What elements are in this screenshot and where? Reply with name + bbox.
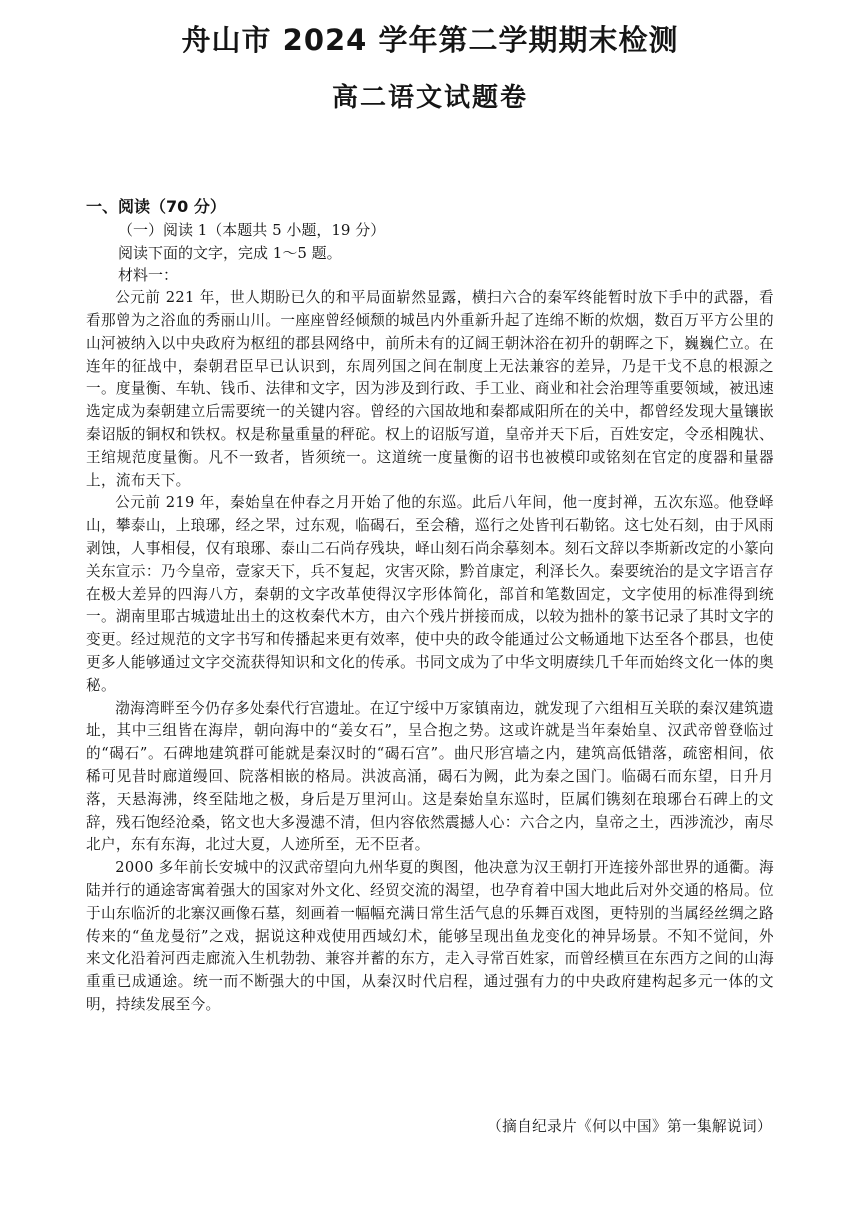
- paragraph-2: 公元前 219 年，秦始皇在仲春之月开始了他的东巡。此后八年间，他一度封禅，五次东巡。他登峄山，攀泰山，上琅琊，经之罘，过东观，临碣石，至会稽，巡行之处皆刊石勒铭。这七处石刻，由于风雨剥蚀，人事相侵，仅有琅琊、泰山二石尚存残块，峄山刻石尚余摹刻本。刻石文辞以李斯新改定的小篆向关东宣示：乃今皇帝，壹家天下，兵不复起，灾害灭除，黔首康定，利泽长久。秦要统治的是文字语言存在极大差异的四海八方，秦朝的文字改革使得汉字形体简化，部首和笔数固定，文字使用的标准得到统一。湖南里耶古城遗址出土的这枚秦代木方，由六个残片拼接而成，以较为拙朴的篆书记录了其时文字的变更。经过规范的文字书写和传播起来更有效率，使中央的政令能通过公文畅通地下达至各个郡县，也使更多人能够通过文字交流获得知识和文化的传承。书同文成为了中华文明赓续几千年而始终文化一体的奥秘。: [86, 494, 774, 694]
- exam-subtitle: 高二语文试题卷: [331, 83, 528, 113]
- reading-section: [86, 196, 774, 1017]
- source-note: （摘自纪录片《何以中国》第一集解说词）: [487, 1118, 772, 1135]
- section-subheading: （一）阅读 1（本题共 5 小题，19 分）: [118, 220, 386, 239]
- section-heading: 一、阅读（70 分）: [86, 197, 226, 216]
- material-label: 材料一：: [118, 266, 179, 285]
- paragraph-1: 公元前 221 年，世人期盼已久的和平局面崭然显露，横扫六合的秦军终能暂时放下手中的武器，看看那曾为之浴血的秀丽山川。一座座曾经倾颓的城邑内外重新升起了连绵不断的炊烟，数百万平方公里的山河被纳入以中央政府为枢纽的郡县网络中，前所未有的辽阔王朝沐浴在初升的朝晖之下，巍巍伫立。在连年的征战中，秦朝君臣早已认识到，东周列国之间在制度上无法兼容的差异，乃是干戈不息的根源之一。度量衡、车轨、钱币、法律和文字，因为涉及到行政、手工业、商业和社会治理等重要领域，被迅速选定成为秦朝建立后需要统一的关键内容。曾经的六国故地和秦都咸阳所在的关中，都曾经发现大量镶嵌秦诏版的铜权和铁权。权是称量重量的秤砣。权上的诏版写道，皇帝并天下后，百姓安定，令丞相隗状、王绾规范度量衡。凡不一致者，皆须统一。这道统一度量衡的诏书也被模印或铭刻在官定的度器和量器上，流布天下。: [86, 289, 774, 489]
- exam-title: 舟山市 2024 学年第二学期期末检测: [181, 23, 679, 57]
- reading-instruction: 阅读下面的文字，完成 1～5 题。: [118, 243, 342, 262]
- paragraph-4: 2000 多年前长安城中的汉武帝望向九州华夏的舆图，他决意为汉王朝打开连接外部世界的通衢。海陆并行的通途寄寓着强大的国家对外文化、经贸交流的渴望，也孕育着中国大地此后对外交通的格局。位于山东临沂的北寨汉画像石墓，刻画着一幅幅充满日常生活气息的乐舞百戏图，更特别的当属经丝绸之路传来的“鱼龙曼衍”之戏，据说这种戏使用西域幻术，能够呈现出鱼龙变化的神异场景。不知不觉间，外来文化沿着河西走廊流入生机勃勃、兼容并蓄的东方，走入寻常百姓家，而曾经横亘在东西方之间的山海重重已成通途。统一而不断强大的中国，从秦汉时代启程，通过强有力的中央政府建构起多元一体的文明，持续发展至今。: [86, 859, 774, 1013]
- paragraph-3: 渤海湾畔至今仍存多处秦代行宫遗址。在辽宁绥中万家镇南边，就发现了六组相互关联的秦汉建筑遗址，其中三组皆在海岸，朝向海中的“姜女石”，呈合抱之势。这或许就是当年秦始皇、汉武帝曾登临过的“碣石”。石碑地建筑群可能就是秦汉时的“碣石宫”。曲尺形宫墙之内，建筑高低错落，疏密相间，依稀可见昔时廊道缦回、院落相嵌的格局。洪波高涌，碣石为阙，此为秦之国门。临碣石而东望，日升月落，天悬海沸，终至陆地之极，身后是万里河山。这是秦始皇东巡时，臣属们镌刻在琅琊台石碑上的文辞，残石饱经沧桑，铭文也大多漫漶不清，但内容依然震撼人心：六合之内，皇帝之土，西涉流沙，南尽北户，东有东海，北过大夏，人迹所至，无不臣者。: [86, 699, 774, 854]
